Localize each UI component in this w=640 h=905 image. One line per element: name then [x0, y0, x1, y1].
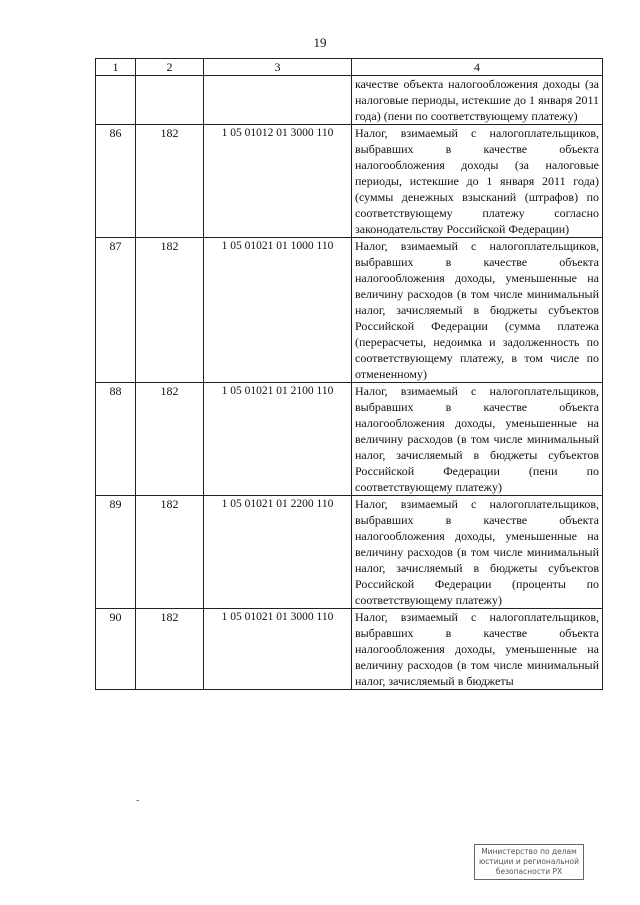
revenue-description: Налог, взимаемый с налогоплательщиков, выбравших в качестве объекта налогообложения доходы, уменьшенные на величину расходов (в том числе минимальный налог, зачисляемый в бюджеты субъектов Российской Федерации (проценты по соответствующему платежу): [352, 496, 603, 609]
table-row: [96, 238, 603, 383]
budget-classification-code: 1 05 01021 01 2100 110: [204, 383, 352, 496]
revenue-description: Налог, взимаемый с налогоплательщиков, выбравших в качестве объекта налогообложения доходы, уменьшенные на величину расходов (в том числе минимальный налог, зачисляемый в бюджеты субъектов Российской Федерации (сумма платежа (перерасчеты, недоимка и задолженность по соответствующему платежу, в том числе по отмененному): [352, 238, 603, 383]
cell-empty: [136, 76, 204, 125]
stamp-line: безопасности РХ: [495, 867, 563, 876]
row-number: 88: [96, 383, 136, 496]
budget-classification-code: 1 05 01021 01 3000 110: [204, 609, 352, 690]
admin-code: 182: [136, 609, 204, 690]
table-row: [96, 125, 603, 238]
ministry-stamp: [474, 844, 584, 880]
column-header-4: 4: [352, 59, 603, 76]
column-header-1: 1: [96, 59, 136, 76]
page-number: 19: [313, 35, 327, 50]
table-row-continuation: [96, 76, 603, 125]
stamp-line: юстиции и региональной: [478, 857, 580, 866]
budget-revenue-table: [95, 58, 603, 690]
budget-classification-code: 1 05 01021 01 1000 110: [204, 238, 352, 383]
cell-empty: [204, 76, 352, 125]
admin-code: 182: [136, 238, 204, 383]
budget-classification-code: 1 05 01012 01 3000 110: [204, 125, 352, 238]
row-number: 90: [96, 609, 136, 690]
admin-code: 182: [136, 383, 204, 496]
revenue-description: Налог, взимаемый с налогоплательщиков, выбравших в качестве объекта налогообложения доходы, уменьшенные на величину расходов (в том числе минимальный налог, зачисляемый в бюджеты: [352, 609, 603, 690]
admin-code: 182: [136, 496, 204, 609]
row-number: 87: [96, 238, 136, 383]
revenue-description: Налог, взимаемый с налогоплательщиков, выбравших в качестве объекта налогообложения доходы (за налоговые периоды, истекшие до 1 января 2011 года) (суммы денежных взысканий (штрафов) по соответствующему платежу согласно законодательству Российской Федерации): [352, 125, 603, 238]
column-header-2: 2: [136, 59, 204, 76]
revenue-description: Налог, взимаемый с налогоплательщиков, выбравших в качестве объекта налогообложения доходы, уменьшенные на величину расходов (в том числе минимальный налог, зачисляемый в бюджеты субъектов Российской Федерации (пени по соответствующему платежу): [352, 383, 603, 496]
margin-mark: -: [136, 795, 140, 806]
row-number: 86: [96, 125, 136, 238]
table-row: [96, 609, 603, 690]
budget-classification-code: 1 05 01021 01 2200 110: [204, 496, 352, 609]
stamp-line: Министерство по делам: [481, 847, 577, 856]
table-row: [96, 496, 603, 609]
admin-code: 182: [136, 125, 204, 238]
column-header-3: 3: [204, 59, 352, 76]
cell-empty: [96, 76, 136, 125]
table-row: [96, 383, 603, 496]
continuation-description: качестве объекта налогообложения доходы (за налоговые периоды, истекшие до 1 января 2011 года) (пени по соответствующему платежу): [352, 76, 603, 125]
row-number: 89: [96, 496, 136, 609]
table-header-row: [96, 59, 603, 76]
